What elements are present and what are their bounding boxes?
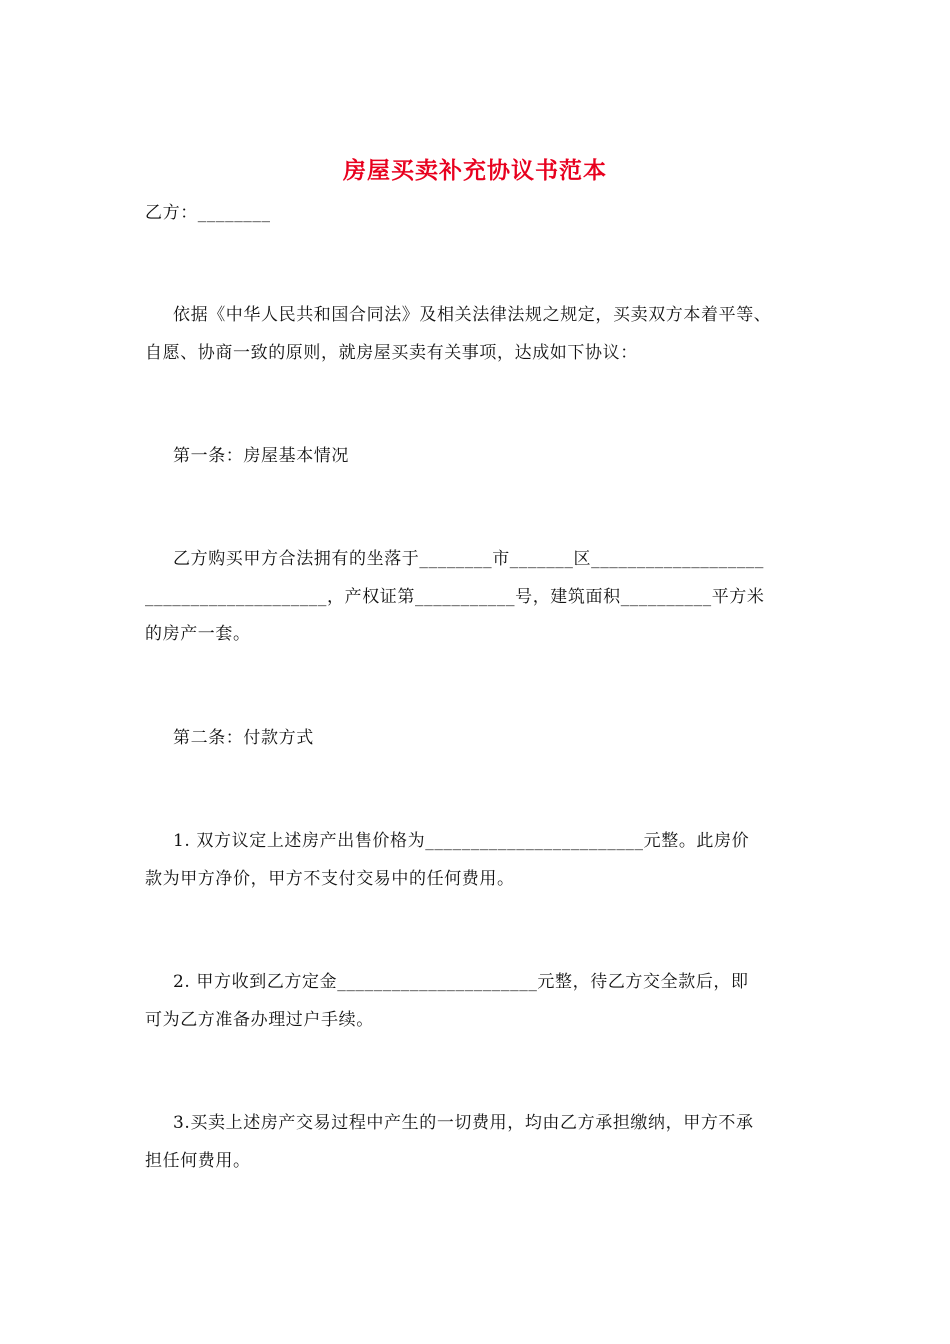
article-1-heading: 第一条：房屋基本情况	[173, 446, 349, 466]
article-1-line-2: ____________________，产权证第___________号，建筑面积__________平方米	[145, 587, 765, 607]
article-2-heading: 第二条：付款方式	[173, 728, 314, 748]
item-3-line-1: 3.买卖上述房产交易过程中产生的一切费用，均由乙方承担缴纳，甲方不承	[173, 1113, 754, 1133]
item-2-line-2: 可为乙方准备办理过户手续。	[145, 1010, 374, 1030]
document-title: 房屋买卖补充协议书范本	[343, 157, 607, 184]
item-1-line-2: 款为甲方净价，甲方不支付交易中的任何费用。	[145, 869, 515, 889]
item-2-line-1: 2. 甲方收到乙方定金______________________元整，待乙方交全款后，即	[173, 972, 749, 992]
item-1-line-1: 1. 双方议定上述房产出售价格为________________________元整。此房价	[173, 831, 750, 851]
article-1-line-1: 乙方购买甲方合法拥有的坐落于________市_______区___________________	[173, 549, 764, 569]
article-1-line-3: 的房产一套。	[145, 624, 251, 644]
item-3-line-2: 担任何费用。	[145, 1151, 251, 1171]
preamble-line-1: 依据《中华人民共和国合同法》及相关法律法规之规定，买卖双方本着平等、	[173, 305, 772, 325]
party-b-line: 乙方：________	[145, 203, 271, 223]
preamble-line-2: 自愿、协商一致的原则，就房屋买卖有关事项，达成如下协议：	[145, 343, 638, 363]
